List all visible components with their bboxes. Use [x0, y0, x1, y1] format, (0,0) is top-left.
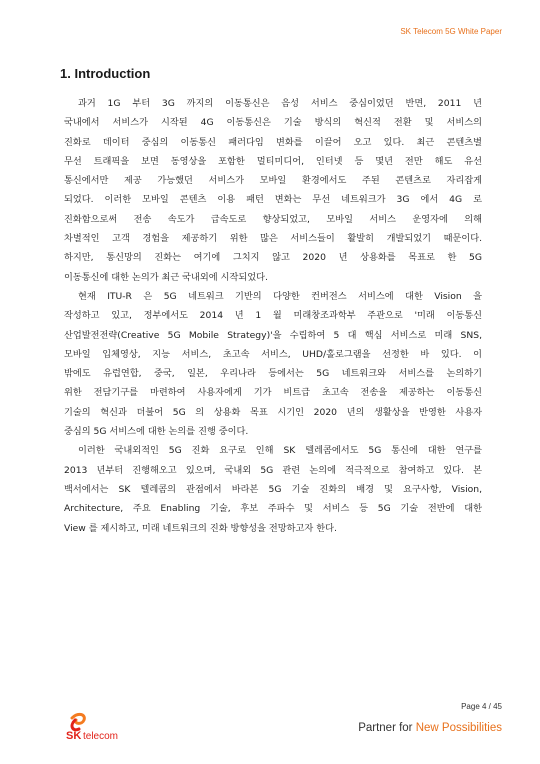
paragraph-line: 통신에서만 제공 가능했던 서비스가 모바일 환경에서도 주된 콘텐츠로 자리잡게: [64, 175, 482, 187]
paragraph: [64, 441, 482, 537]
logo-sk-text: SK: [66, 730, 82, 742]
footer-tagline: [358, 722, 502, 734]
section-heading: 1. Introduction: [60, 66, 151, 81]
document-body: [64, 94, 482, 538]
paragraph-line: View 를 제시하고, 미래 네트워크의 진화 방향성을 전망하고자 한다.: [64, 522, 337, 534]
paragraph-line: 밖에도 유럽연합, 중국, 일본, 우리나라 등에서는 5G 네트워크와 서비스를 논의하기: [64, 368, 482, 380]
paragraph-line: 중심의 5G 서비스에 대한 논의를 진행 중이다.: [64, 426, 249, 438]
logo-telecom-text: telecom: [83, 731, 119, 742]
paragraph: [64, 287, 482, 441]
paragraph-line: 산업발전전략(Creative 5G Mobile Strategy)'을 수립하여 5 대 핵심 서비스로 미래 SNS,: [64, 329, 482, 341]
paragraph-line: 현재 ITU-R 은 5G 네트워크 기반의 다양한 컨버전스 서비스에 대한 Vision 을: [78, 290, 482, 302]
paragraph-line: 작성하고 있고, 정부에서도 2014 년 1 월 미래창조과학부 주관으로 '미래 이동통신: [64, 310, 482, 322]
paragraph-line: 백서에서는 SK 텔레콤의 관점에서 바라본 5G 기술 진화의 배경 및 요구사항, Vision,: [64, 483, 482, 495]
paragraph-line: 과거 1G 부터 3G 까지의 이동통신은 음성 서비스 중심이었던 반면, 2011 년: [78, 98, 482, 109]
sk-telecom-logo: [64, 712, 144, 742]
paragraph-line: 무선 트래픽을 보면 동영상을 포함한 멀티미디어, 인터넷 등 몇년 전만 해도 유선: [64, 155, 482, 167]
paragraph-line: Architecture, 주요 Enabling 기술, 후보 주파수 및 서비스 등 5G 기술 전반에 대한: [64, 503, 482, 515]
paragraph-line: 국내에서 서비스가 시작된 4G 이동통신은 기술 방식의 혁신적 전환 및 서비스의: [64, 117, 482, 129]
paragraph-line: 위한 전담기구를 마련하여 사용자에게 기가 비트급 초고속 전송을 제공하는 이동통신: [64, 387, 482, 399]
header-title: SK Telecom 5G White Paper: [400, 27, 502, 36]
page-number: Page 4 / 45: [461, 702, 502, 711]
tagline-prefix: Partner for: [358, 722, 416, 734]
tagline-highlight: New Possibilities: [415, 722, 502, 734]
paragraph-line: 되었다. 이러한 모바일 콘텐츠 이용 패턴 변화는 무선 네트워크가 3G 에서 4G 로: [64, 194, 482, 206]
paragraph-line: 차별적인 고객 경험을 제공하기 위한 많은 서비스들이 활발히 개발되었기 때문이다.: [64, 233, 482, 245]
paragraph-line: 진화로 데이터 중심의 이동통신 패러다임 변화를 이끌어 오고 있다. 최근 콘텐츠별: [64, 136, 482, 148]
paragraph-line: 진화함으로써 전송 속도가 급속도로 향상되었고, 모바일 서비스 운영자에 의해: [64, 213, 482, 225]
paragraph-line: 모바일 입체영상, 지능 서비스, 초고속 서비스, UHD/홀로그램을 선정한 바 있다. 이: [64, 348, 482, 360]
paragraph-line: 이동통신에 대한 논의가 최근 국내외에 시작되었다.: [64, 271, 268, 283]
paragraph-line: 기술의 혁신과 더불어 5G 의 상용화 목표 시기인 2020 년의 생활상을 반영한 사용자: [64, 406, 482, 418]
paragraph-line: 이러한 국내외적인 5G 진화 요구로 인해 SK 텔레콤에서도 5G 통신에 대한 연구를: [78, 445, 482, 457]
paragraph-line: 2013 년부터 진행해오고 있으며, 국내외 5G 관련 논의에 적극적으로 참여하고 있다. 본: [64, 464, 482, 476]
paragraph: [64, 94, 482, 287]
paragraph-line: 하지만, 통신망의 진화는 여기에 그치지 않고 2020 년 상용화를 목표로 한 5G: [64, 252, 482, 264]
